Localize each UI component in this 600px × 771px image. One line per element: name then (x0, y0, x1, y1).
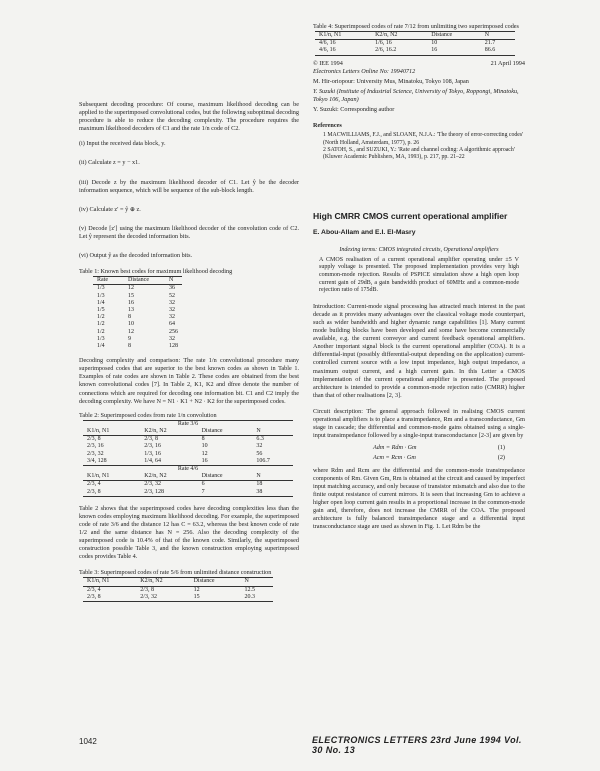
table-cell: 12.5 (244, 586, 255, 593)
table4-header: K1/n, N1 (319, 32, 342, 38)
affiliation-3: Y. Suzuki: Corresponding author (313, 106, 395, 114)
table-cell: 16 (201, 457, 208, 464)
table-cell: 2/3, 32 (144, 481, 161, 488)
table3 (83, 577, 273, 602)
table-row (83, 594, 273, 602)
table-cell: 2/6, 16.2 (375, 47, 397, 54)
table2-section-b: Rate 4/6 (177, 465, 199, 472)
table-cell: 2/3, 32 (87, 450, 104, 457)
article-title: High CMRR CMOS current operational amplifier (313, 211, 508, 222)
reference-1: 1 MACWILLIAMS, F.J., and SLOANE, N.J.A.: 'The theory of error-correcting codes' (North Holland, Amsterdam, 1977), p. 26 (323, 132, 524, 146)
table-cell: 7 (201, 488, 205, 495)
table1 (93, 276, 182, 350)
table-row (93, 300, 182, 307)
equation-1-number: (1) (497, 444, 505, 452)
table-row (93, 314, 182, 321)
table1-caption: Table 1: Known best codes for maximum likelihood decoding (79, 268, 233, 276)
table-cell: 256 (169, 328, 178, 335)
table-cell: 18 (256, 481, 263, 488)
table-cell: 32 (169, 306, 175, 313)
table2-header: K2/n, N2 (144, 473, 167, 480)
table-cell: 1/3 (97, 292, 105, 299)
comparison-paragraph: Table 2 shows that the superimposed codes have decoding complexities less than the known codes employing maximum likelihood decoding. For example, the superimposed code of rate 3/6 and the distance 12 has C = 63.2, whereas the best known code of rate 1/2 and the same distance has N = 256. Also the decoding complexity of the superimposed code is 10.4% of that of the known code. Similarly, the superimposed construction possible Table 3, and the known construction employing superimposed codes provides Table 4. (79, 504, 299, 561)
table-cell: 2/3, 4 (87, 586, 101, 593)
table2-header: Distance (201, 473, 223, 480)
table4-header: Distance (431, 32, 453, 38)
table-cell: 12 (128, 285, 134, 292)
table-cell: 12 (128, 328, 134, 335)
circuit-description-paragraph: Circuit description: The general approach followed in realising CMOS current operational amplifiers is to place a transimpedance, Rm and a transconductance, Gm stage in cascade; the differential and common-mode gains obtained using a single-input transimpedance followed by a single-input transconductance [2-3] are given by (313, 407, 525, 440)
table-cell: 32 (169, 314, 175, 321)
affiliation-1: M. Hir-oriopour: University Mus, Minatoku, Tokyo 108, Japan (313, 77, 469, 85)
indexing-terms: Indexing terms: CMOS integrated circuits, Operational amplifiers (339, 247, 499, 254)
table3-body (83, 586, 273, 601)
table-cell: 1/2 (97, 328, 105, 335)
table2-rows-b (83, 481, 293, 496)
table-cell: 4/6, 16 (319, 47, 336, 54)
reference-2: 2 SATOH, S., and SUZUKI, Y.: 'Rate and channel coding: A algorithmic approach' (Kluwer Academic Publishers, MA, 1993), p. 217, pp. 21–22 (323, 146, 515, 160)
table2-rows-a (83, 436, 293, 466)
table-cell: 2/3, 32 (140, 593, 157, 600)
step-6: (vi) Output ŷ as the decoded information bits. (79, 252, 193, 260)
table-cell: 2/3, 8 (87, 488, 101, 495)
table-cell: 32 (169, 335, 175, 342)
equation-2-number: (2) (497, 454, 505, 462)
table-cell: 21.7 (484, 40, 496, 47)
table2 (83, 420, 293, 497)
table-row (83, 481, 293, 489)
table1-header-n: N (169, 277, 174, 284)
table-row (93, 293, 182, 300)
introduction-paragraph: Introduction: Current-mode signal processing has attracted much interest in the past decade as it provides many advantages over the classical voltage mode counterpart, such as wider bandwidth and higher dynamic range capabilities [1]. Many current mode building blocks have been developed and some have become commercially available, e.g. the current conveyor and current feedback operational amplifiers. Another important signal block is the current operational amplifier (COA). It is a differential-input (possibly differential-output depending on the application) current-controlled current source with a low input impedance, high output impedance, a maximum output current, and a high current gain. In this Letter a CMOS implementation of the current operational amplifier is presented. The proposed architecture is intended to provide a common-mode rejection ratio (CMRR) higher than that of other realisations [2, 3]. (313, 302, 525, 399)
table-cell: 9 (128, 335, 131, 342)
table-cell: 64 (169, 321, 175, 328)
copyright: © IEE 1994 (313, 59, 343, 67)
table2-header: N (256, 473, 261, 480)
table-cell: 1/5 (97, 306, 105, 313)
table2-header: N (256, 427, 261, 434)
table-cell: 36 (169, 285, 175, 292)
table-row (93, 336, 182, 343)
table-cell: 2/3, 8 (144, 436, 158, 443)
table-cell: 10 (201, 443, 208, 450)
table-row (83, 443, 293, 450)
table-row (93, 329, 182, 336)
table-row (83, 451, 293, 458)
table2-header: Distance (201, 427, 223, 434)
table-row (83, 458, 293, 466)
after-equation-paragraph: where Rdm and Rcm are the differential and the common-mode transimpedance components of Rm. Given Gm, Rm is obtained at the circuit and caused by imperfect input matching accuracy, and only because of transistor mismatch and also due to the finite output resistance of current mirrors. It is seen that increasing Gm to achieve a higher open loop current gain results in a proportional increase in the common-mode gain and, therefore, does not increase the CMRR of the COA. The proposed architecture is fully balanced transimpedance stage and a differential input transconductance stage are used as shown in Fig. 1. Let Rdm be the (313, 466, 525, 531)
right-column (313, 0, 525, 531)
table-cell: 2/3, 16 (87, 443, 104, 450)
table-cell: 2/3, 4 (87, 481, 101, 488)
received-date: 21 April 1994 (490, 59, 525, 67)
table-cell: 1/3 (97, 285, 105, 292)
page-number: 1042 (79, 737, 97, 746)
online-number: Electronics Letters Online No: 19940712 (313, 67, 416, 75)
table-cell: 10 (128, 321, 134, 328)
table-row (93, 343, 182, 350)
table-cell: 8 (128, 314, 131, 321)
table-cell: 2/3, 8 (87, 436, 101, 443)
table-cell: 3/4, 128 (87, 457, 107, 464)
table-cell: 12 (193, 586, 200, 593)
left-column (79, 0, 299, 602)
journal-line: ELECTRONICS LETTERS 23rd June 1994 Vol. 30 No. 13 (312, 735, 522, 755)
table-cell: 1/3, 16 (144, 450, 161, 457)
authors: E. Abou-Allam and E.I. El-Masry (313, 229, 416, 237)
table-cell: 1/4 (97, 342, 105, 349)
table4-header: K2/n, N2 (375, 32, 398, 38)
table-cell: 86.6 (484, 47, 496, 54)
table-row (93, 307, 182, 314)
step-3: (iii) Decode z by the maximum likelihood decoder of C1. Let ŷ be the decoder information sequence, which will be sequence of the sub-block length. (79, 178, 299, 194)
table-cell: 6.3 (256, 436, 264, 443)
table-row (83, 489, 293, 497)
table-cell: 1/4 (97, 299, 105, 306)
table-cell: 20.3 (244, 593, 255, 600)
table1-body (93, 285, 182, 350)
table3-caption: Table 3: Superimposed codes of rate 5/6 from unlimited distance construction (79, 569, 272, 577)
table-cell: 38 (256, 488, 263, 495)
step-2: (ii) Calculate z = y − x1. (79, 159, 140, 167)
table2-header: K2/n, N2 (144, 427, 167, 434)
table-row (83, 436, 293, 444)
table-cell: 1/2 (97, 321, 105, 328)
table-cell: 32 (169, 299, 175, 306)
table4-body (315, 40, 515, 55)
table-cell: 106.7 (256, 457, 270, 464)
table-cell: 1/6, 16 (375, 40, 392, 47)
table-cell: 12 (201, 450, 208, 457)
equation-2 (313, 454, 525, 462)
table-cell: 1/3 (97, 335, 105, 342)
table-cell: 6 (201, 481, 205, 488)
table2-header: K1/n, N1 (87, 427, 110, 434)
table-cell: 13 (128, 306, 134, 313)
complexity-paragraph: Decoding complexity and comparison: The rate 1/n convolutional procedure many superimposed codes that are superior to the best known codes as shown in Table 1. Examples of rate codes are shown in Table 2. These codes are obtained from the best known convolutional codes [7]. In Table 2, K1, K2 and dfree denote the number of connections which are required for decoding one information bit. C1 and C2 imply the decoding complexity. We have N = N1 · K1 + N2 · K2 for the superimposed codes. (79, 357, 299, 405)
equation-2-body: Acm = Rcm · Gm (373, 454, 416, 462)
table1-header-rate: Rate (97, 277, 108, 284)
table1-header-distance: Distance (128, 277, 149, 284)
step-4: (iv) Calculate z′ = ŷ ⊕ z. (79, 205, 141, 213)
table-cell: 10 (431, 40, 438, 47)
abstract: A CMOS realisation of a current operational amplifier operating under ±5 V supply voltage is presented. The proposed implementation provides very high common-mode rejection. Results of PSPICE simulation show a high open loop current gain of 29dB, a gain bandwidth product of 60MHz and a common-mode rejection ratio of 175dB. (319, 256, 519, 294)
table-cell: 16 (431, 47, 438, 54)
table-cell: 1/4, 64 (144, 457, 161, 464)
step-5: (v) Decode [z′] using the maximum likelihood decoder of the convolution code of C2. Let ŷ represent the decoded information bits. (79, 224, 299, 240)
table-cell: 128 (169, 342, 178, 349)
affiliation-2: Y. Suzuki (Institute of Industrial Science, University of Tokyo, Roppongi, Minatoku, Tokyo 106, Japan) (313, 87, 519, 104)
table3-header: Distance (193, 578, 215, 585)
table-row (83, 586, 273, 594)
equation-1 (313, 444, 525, 452)
table4-caption: Table 4: Superimposed codes of rate 7/12 from unlimiting two superimposed codes (313, 23, 519, 30)
equation-1-body: Adm = Rdm · Gm (373, 444, 417, 452)
table-cell: 52 (169, 292, 175, 299)
table2-section-a: Rate 3/6 (177, 420, 199, 427)
table4 (315, 31, 515, 56)
table-cell: 2/3, 16 (144, 443, 161, 450)
table-cell: 4/6, 16 (319, 40, 336, 47)
table-row (315, 40, 515, 48)
table3-header: N (244, 578, 249, 585)
table-row (93, 285, 182, 293)
table-cell: 56 (256, 450, 263, 457)
table-cell: 15 (128, 292, 134, 299)
table2-header: K1/n, N1 (87, 473, 110, 480)
table-cell: 8 (128, 342, 131, 349)
table-cell: 2/3, 128 (144, 488, 164, 495)
table-row (93, 321, 182, 328)
table-cell: 15 (193, 593, 200, 600)
table-cell: 2/3, 8 (140, 586, 154, 593)
table3-header: K2/n, N2 (140, 578, 163, 585)
table-cell: 32 (256, 443, 263, 450)
table2-caption: Table 2: Superimposed codes from rate 1/n convolution (79, 411, 217, 419)
table-cell: 2/3, 8 (87, 593, 101, 600)
table3-header: K1/n, N1 (87, 578, 110, 585)
table4-header: N (484, 32, 490, 38)
references-heading: References (313, 122, 342, 130)
table-cell: 1/2 (97, 314, 105, 321)
step-1: (i) Input the received data block, y. (79, 140, 166, 148)
table-cell: 16 (128, 299, 134, 306)
table-cell: 8 (201, 436, 205, 443)
decoding-procedure-paragraph: Subsequent decoding procedure: Of course, maximum likelihood decoding can be applied to the superimposed convolutional codes, but the following suboptimal decoding procedure is able to reduce the decoding complexity. The procedure requires the maximum likelihood decoders of C1 and the rate 1/n code of C2. (79, 101, 299, 133)
table-row (315, 47, 515, 55)
